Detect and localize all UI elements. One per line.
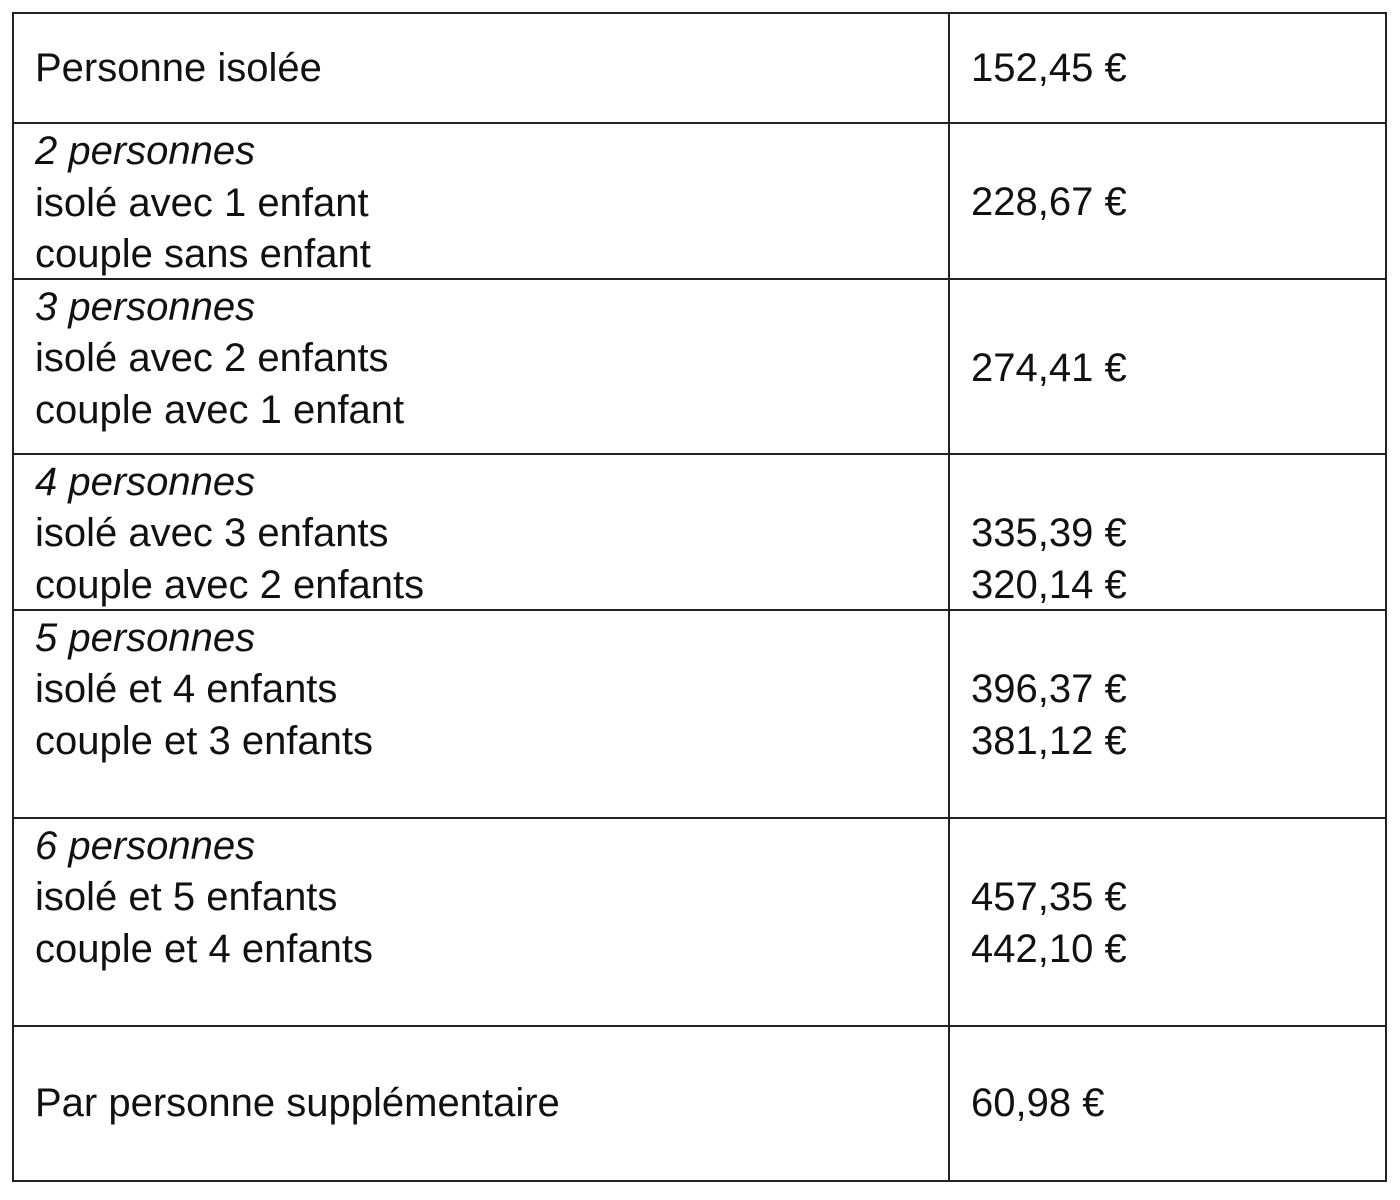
household-cell (35, 124, 935, 278)
amount-value: 396,37 € (971, 667, 1127, 711)
household-group-label: 4 personnes (35, 460, 256, 504)
household-label: Par personne supplémentaire (35, 1081, 560, 1125)
amount-value: 320,14 € (971, 563, 1127, 607)
amount-value: 335,39 € (971, 511, 1127, 555)
amount-value: 381,12 € (971, 719, 1127, 763)
table-row (14, 280, 1385, 455)
household-label: couple avec 1 enfant (35, 388, 405, 432)
column-divider (948, 14, 950, 1180)
table-row (14, 611, 1385, 819)
amount-value: 60,98 € (971, 1081, 1105, 1125)
table-row (14, 455, 1385, 611)
amount-value: 228,67 € (971, 180, 1127, 224)
table-row (14, 819, 1385, 1027)
table-row (14, 124, 1385, 280)
amount-value: 442,10 € (971, 927, 1127, 971)
household-label: couple et 4 enfants (35, 927, 374, 971)
household-cell (35, 1027, 935, 1182)
amount-cell (971, 124, 1385, 278)
household-label: Personne isolée (35, 46, 322, 90)
amount-cell (971, 611, 1385, 817)
household-cell (35, 280, 935, 453)
household-label: isolé avec 1 enfant (35, 181, 369, 225)
household-label: couple sans enfant (35, 232, 371, 276)
household-label: isolé avec 2 enfants (35, 336, 389, 380)
household-label: couple avec 2 enfants (35, 563, 425, 607)
household-cell (35, 455, 935, 609)
amount-cell (971, 14, 1385, 122)
household-group-label: 2 personnes (35, 129, 256, 173)
household-label: isolé avec 3 enfants (35, 511, 389, 555)
table-row (14, 14, 1385, 124)
household-cell (35, 819, 935, 1025)
amount-cell (971, 819, 1385, 1025)
amount-cell (971, 1027, 1385, 1182)
amount-cell (971, 280, 1385, 453)
amount-value: 152,45 € (971, 46, 1127, 90)
household-group-label: 5 personnes (35, 616, 256, 660)
household-group-label: 6 personnes (35, 824, 256, 868)
household-label: isolé et 4 enfants (35, 667, 338, 711)
household-label: isolé et 5 enfants (35, 875, 338, 919)
table-row (14, 1027, 1385, 1182)
amount-cell (971, 455, 1385, 609)
amount-value: 274,41 € (971, 346, 1127, 390)
household-cell (35, 14, 935, 122)
amount-value: 457,35 € (971, 875, 1127, 919)
household-label: couple et 3 enfants (35, 719, 374, 763)
household-cell (35, 611, 935, 817)
allowance-table (12, 12, 1387, 1182)
household-group-label: 3 personnes (35, 285, 256, 329)
